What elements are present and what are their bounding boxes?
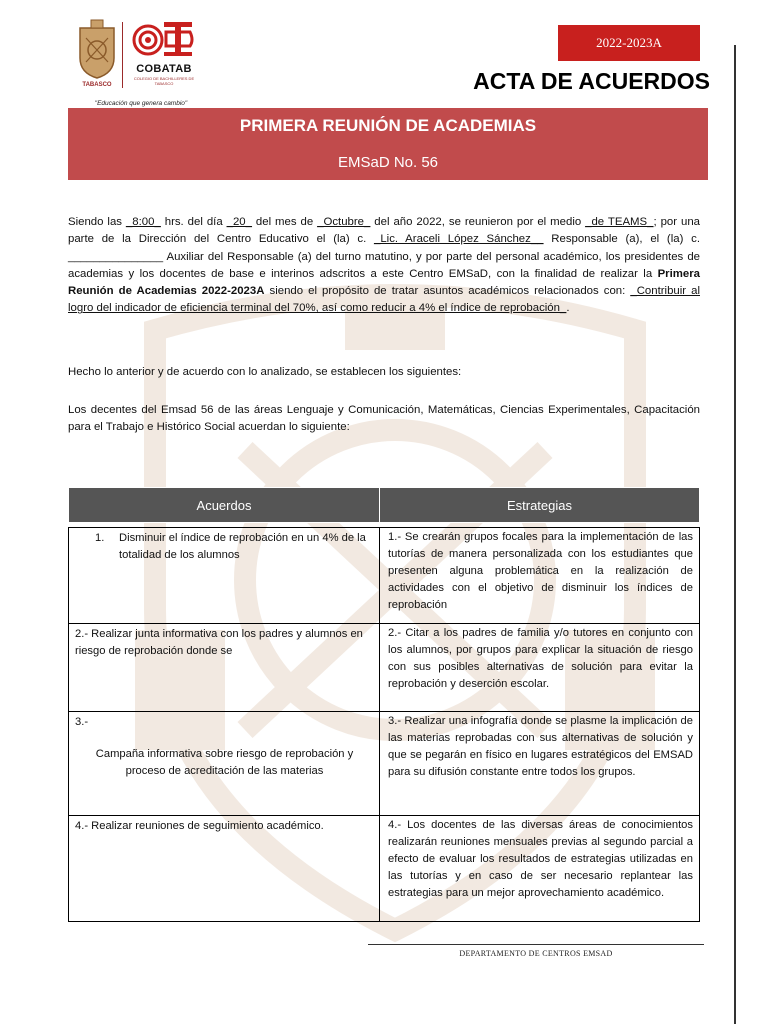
table-header-row [69,488,700,523]
intro-text: Responsable (a), el (la) c. _______________ Auxiliar del Responsable (a) del turno matutino, y por parte del personal académico, los presidentes de academias y los docentes de base e interinos adscritos a este Centro EMSaD, con la finalidad de realizar la [68,233,700,280]
banner-title: PRIMERA REUNIÓN DE ACADEMIAS [239,116,537,135]
table-row [69,528,700,624]
acuerdo-number: 3.- [75,716,89,728]
agreement-intro-paragraph: Hecho lo anterior y de acuerdo con lo analizado, se establecen los siguientes: [68,366,462,378]
acuerdo-cell: 4.- Realizar reuniones de seguimiento académico. [69,816,380,922]
cobatab-logo-subtext: COLEGIO DE BACHILLERES DE TABASCO [133,76,195,86]
intro-paragraph [68,214,700,318]
meeting-medium: _de TEAMS_ [585,216,654,228]
footer-divider [368,944,704,945]
footer-department: DEPARTAMENTO DE CENTROS EMSAD [459,949,613,958]
acuerdo-cell [69,528,380,624]
director-name: _Lic. Araceli López Sánchez__ [374,233,544,246]
intro-text: hrs. del día [160,216,227,228]
meeting-banner [68,108,708,180]
estrategia-cell: 4.- Los docentes de las diversas áreas de conocimientos realizarán reuniones mensuales previas al segundo parcial a efecto de evaluar los resultados de estrategias utilizadas en las tutorías y en caso de ser necesario replantear las estrategias para un mejor aprovechamiento académico. [380,816,700,922]
banner-subtitle: EMSaD No. 56 [337,154,439,171]
table-row [69,816,700,922]
intro-text: . [566,302,570,315]
teachers-paragraph: Los decentes del Emsad 56 de las áreas Lenguaje y Comunicación, Matemáticas, Ciencias Experimentales, Capacitación para el Trabajo e Histórico Social acuerdan lo siguiente: [68,404,700,434]
acuerdo-text: Disminuir el índice de reprobación en un 4% de la totalidad de los alumnos [119,532,366,561]
header-acuerdos: Acuerdos [69,488,380,523]
cobatab-logo-mark [132,18,194,60]
estrategia-cell: 3.- Realizar una infografía donde se plasme la implicación de las materias reprobadas con sus alternativas de solución y que se pegarán en físico en lugares estratégicos del EMSAD para su difusión constante entre todos los grupos. [380,712,700,816]
cobatab-logo-text: COBATAB [136,63,192,75]
intro-text: del mes de [251,216,318,228]
intro-text: ; por una parte de la Dirección del Centro Educativo el (la) c. [68,216,701,246]
page-title: ACTA DE ACUERDOS [473,68,710,94]
meeting-hour: _8:00_ [125,216,161,228]
meeting-month: _Octubre_ [317,216,371,228]
tabasco-logo-text: TABASCO [82,82,112,88]
table-row [69,712,700,816]
tabasco-shield-logo [76,18,118,80]
acuerdo-cell: 2.- Realizar junta informativa con los padres y alumnos en riesgo de reprobación donde se [69,624,380,712]
meeting-day: _20_ [226,216,252,228]
meeting-name: Primera Reunión de Academias 2022-2023A [68,267,700,298]
intro-text: siendo el propósito de tratar asuntos académicos relacionados con: [264,285,631,298]
intro-text: del año 2022, se reunieron por el medio [370,216,586,228]
slogan: "Educación que genera cambio" [94,100,188,107]
agreements-table [68,487,700,922]
acuerdo-cell [69,712,380,816]
acuerdo-text: Campaña informativa sobre riesgo de reprobación y proceso de acreditación de las materias [95,748,354,777]
meeting-purpose: _Contribuir al logro del indicador de eficiencia terminal del 70%, así como reducir a 4% el índice de reprobación_ [68,285,700,315]
acuerdo-number: 1. [95,532,105,544]
header-logos [76,18,206,107]
year-badge: 2022-2023A [558,25,700,61]
table-row [69,624,700,712]
intro-text: Siendo las [68,216,126,228]
header-estrategias: Estrategias [380,488,700,523]
estrategia-cell: 1.- Se crearán grupos focales para la implementación de las tutorías de manera personalizada con los estudiantes que presenten alguna problemática en la realización de actividades con el objetivo de disminuir los índices de reprobación [380,528,700,624]
estrategia-cell: 2.- Citar a los padres de familia y/o tutores en conjunto con los alumnos, por grupos para explicar la situación de riesgo con sus posibles alternativas de solución para evitar la reprobación y deserción escolar. [380,624,700,712]
logo-separator [122,22,123,88]
right-margin-rule [734,45,736,1024]
